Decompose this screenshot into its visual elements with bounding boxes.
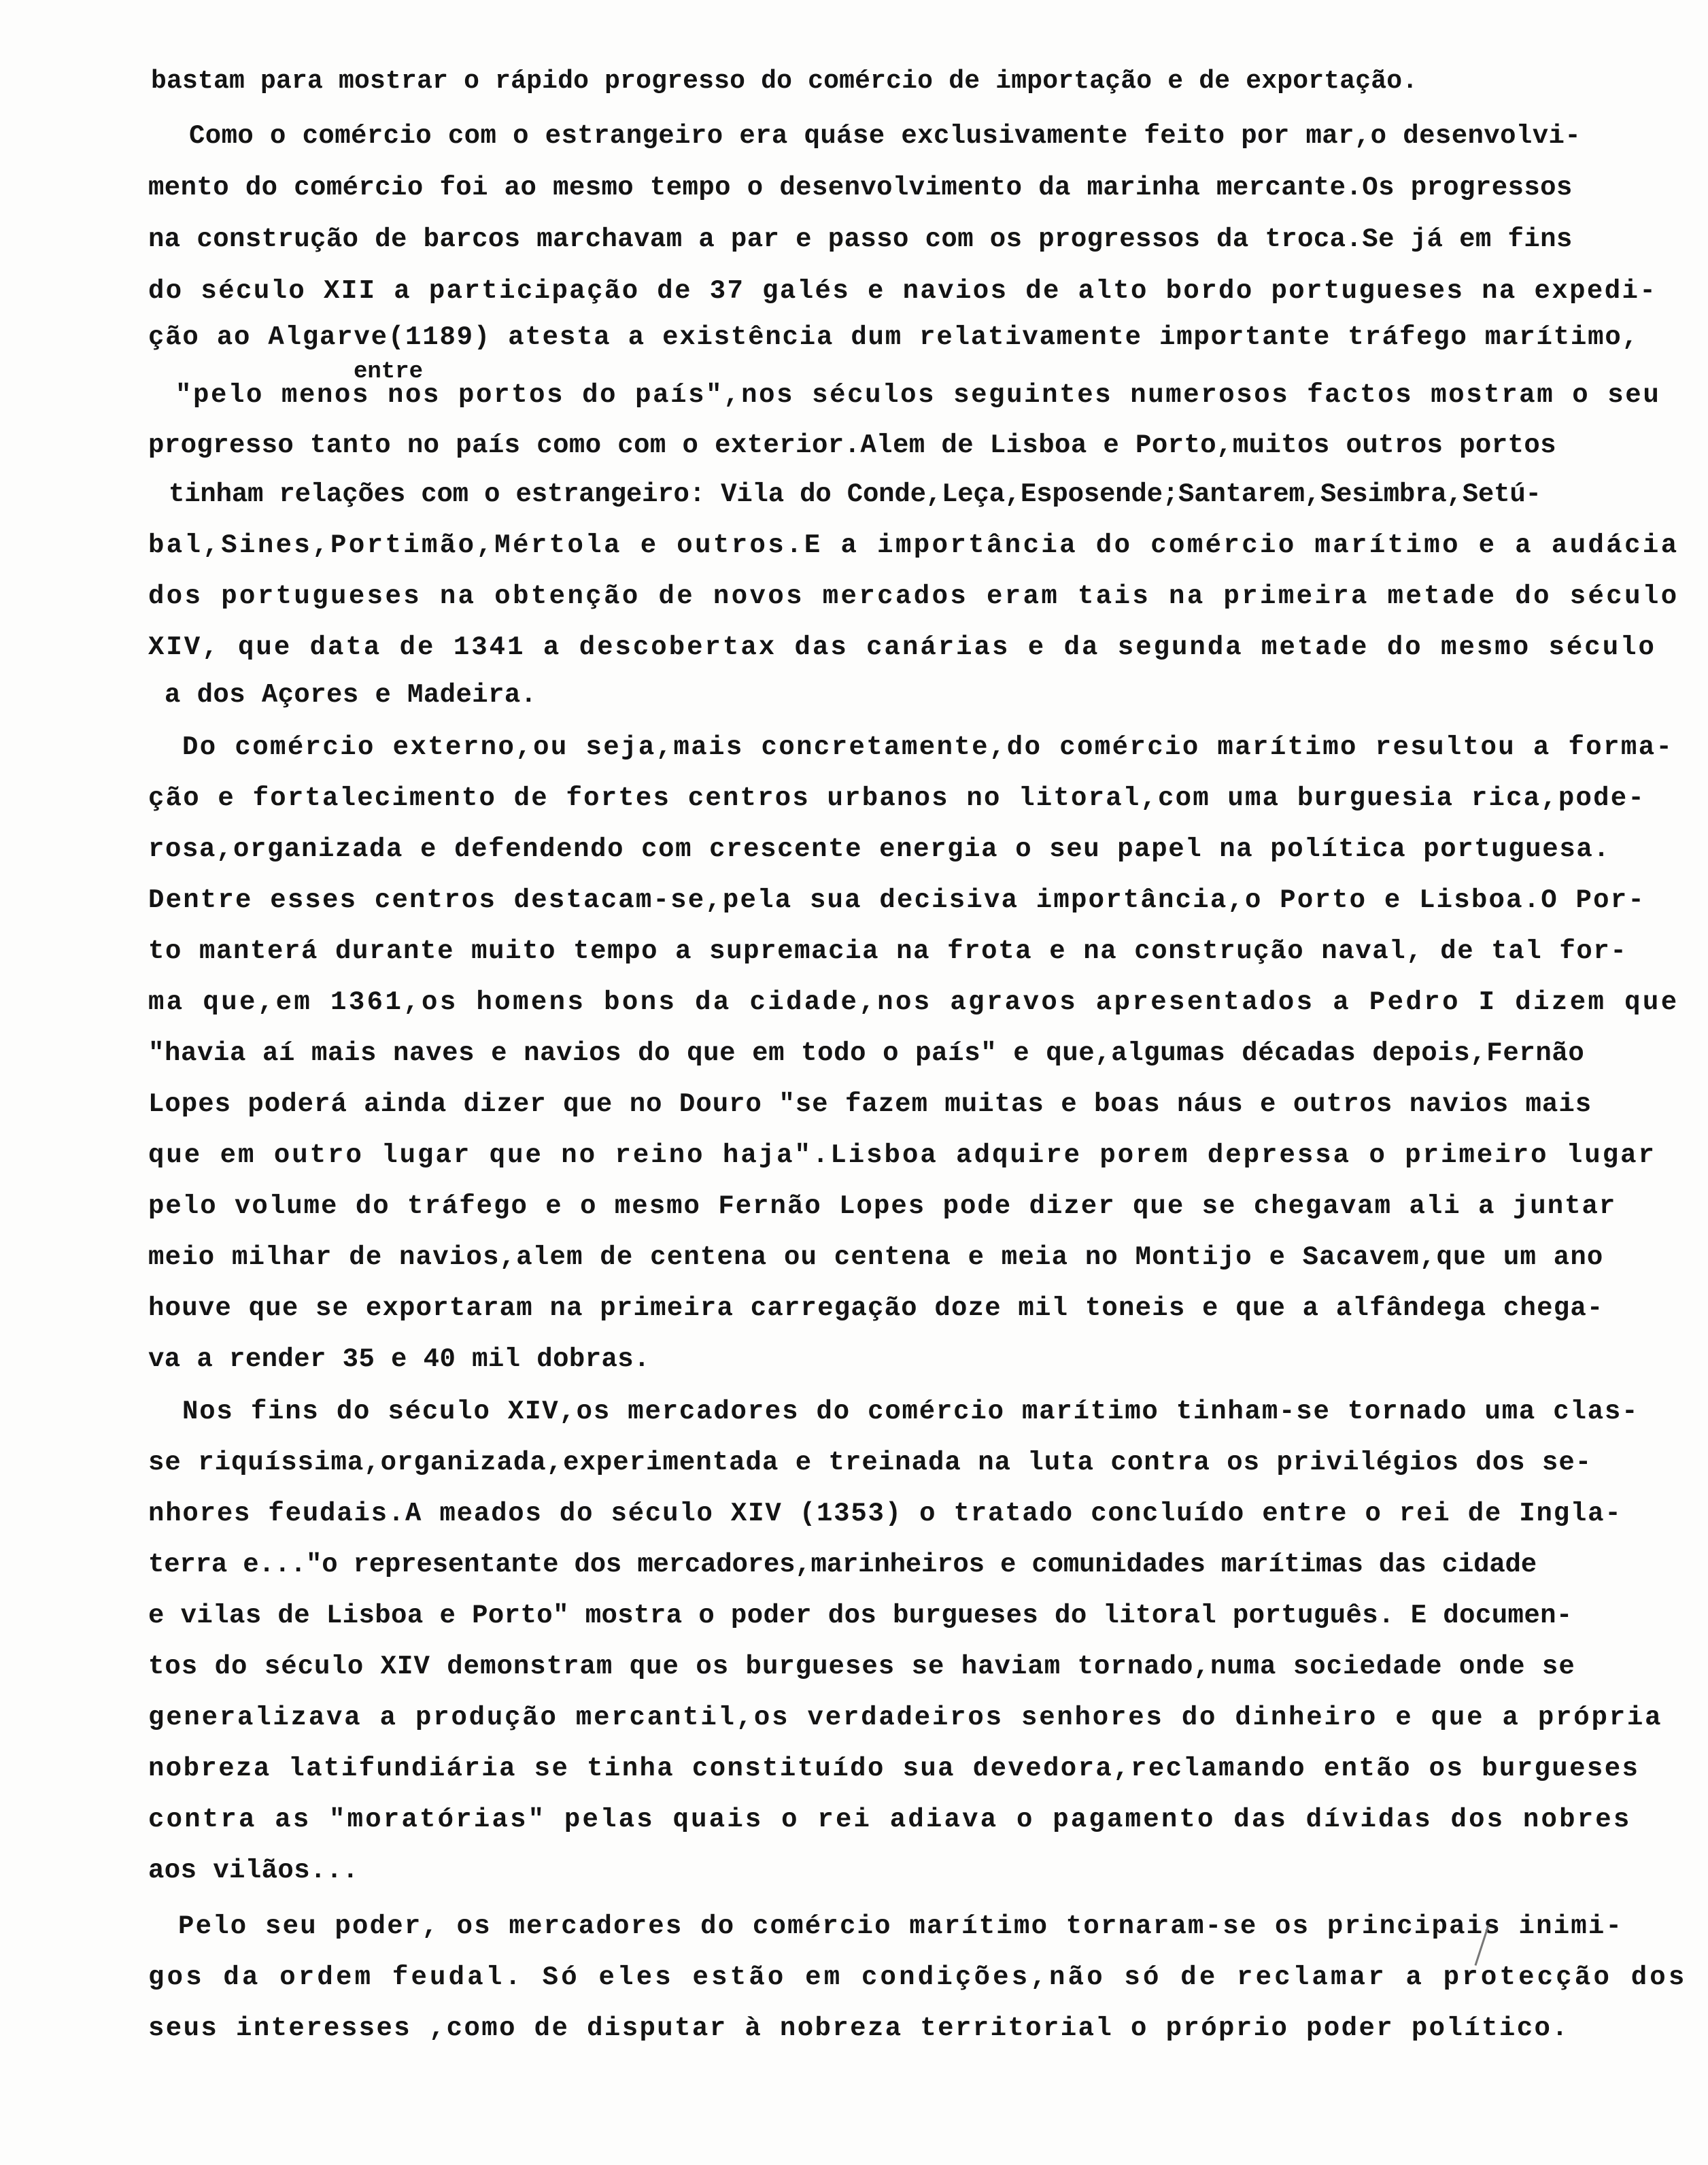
text-line: progresso tanto no país como com o exterior.Alem de Lisboa e Porto,muitos outros portos (148, 430, 1556, 460)
text-line: Dentre esses centros destacam-se,pela sua decisiva importância,o Porto e Lisboa.O Por- (148, 885, 1645, 915)
text-line: ção ao Algarve(1189) atesta a existência dum relativamente importante tráfego marítimo, (148, 322, 1639, 352)
text-line: Pelo seu poder, os mercadores do comércio marítimo tornaram-se os principais inimi- (178, 1911, 1624, 1941)
text-line: Lopes poderá ainda dizer que no Douro "se fazem muitas e boas náus e outros navios mais (148, 1089, 1592, 1119)
text-line: gos da ordem feudal. Só eles estão em condições,não só de reclamar a protecção dos (148, 1962, 1688, 1992)
text-line: tinham relações com o estrangeiro: Vila do Conde,Leça,Esposende;Santarem,Sesimbra,Setú- (169, 479, 1541, 509)
text-line: aos vilãos... (148, 1856, 359, 1886)
text-line: ção e fortalecimento de fortes centros urbanos no litoral,com uma burguesia rica,pode- (148, 783, 1645, 813)
text-line: meio milhar de navios,alem de centena ou centena e meia no Montijo e Sacavem,que um ano (148, 1242, 1604, 1272)
text-line: "pelo menos nos portos do país",nos séculos seguintes numerosos factos mostram o seu (175, 380, 1661, 410)
text-line: Nos fins do século XIV,os mercadores do comércio marítimo tinham-se tornado uma clas- (182, 1397, 1639, 1427)
text-line: bal,Sines,Portimão,Mértola e outros.E a importância do comércio marítimo e a audácia (148, 530, 1679, 560)
text-line: seus interesses ,como de disputar à nobreza territorial o próprio poder político. (148, 2013, 1570, 2043)
text-line: mento do comércio foi ao mesmo tempo o desenvolvimento da marinha mercante.Os progressos (148, 173, 1573, 203)
text-line: nhores feudais.A meados do século XIV (1353) o tratado concluído entre o rei de Ingla- (148, 1499, 1622, 1529)
interlinear-insertion: entre (354, 359, 424, 385)
text-line: to manterá durante muito tempo a supremacia na frota e na construção naval, de tal for- (148, 936, 1628, 966)
text-line: contra as "moratórias" pelas quais o rei adiava o pagamento das dívidas dos nobres (148, 1805, 1632, 1835)
text-line: na construção de barcos marchavam a par e passo com os progressos da troca.Se já em fins (148, 224, 1573, 254)
text-line: que em outro lugar que no reino haja".Lisboa adquire porem depressa o primeiro lugar (148, 1140, 1656, 1170)
text-line: dos portugueses na obtenção de novos mercados eram tais na primeira metade do século (148, 581, 1679, 611)
text-line: ma que,em 1361,os homens bons da cidade,nos agravos apresentados a Pedro I dizem que (148, 987, 1679, 1017)
text-line: bastam para mostrar o rápido progresso do comércio de importação e de exportação. (151, 67, 1418, 96)
text-line: pelo volume do tráfego e o mesmo Fernão Lopes pode dizer que se chegavam ali a juntar (148, 1191, 1617, 1221)
text-line: tos do século XIV demonstram que os burgueses se haviam tornado,numa sociedade onde se (148, 1652, 1575, 1682)
text-line: Do comércio externo,ou seja,mais concretamente,do comércio marítimo resultou a forma- (182, 732, 1674, 762)
text-line: va a render 35 e 40 mil dobras. (148, 1344, 650, 1374)
text-line: se riquíssima,organizada,experimentada e treinada na luta contra os privilégios dos se- (148, 1448, 1592, 1478)
text-line: a dos Açores e Madeira. (165, 680, 537, 710)
text-line: generalizava a produção mercantil,os verdadeiros senhores do dinheiro e que a própria (148, 1703, 1663, 1733)
text-line: "havia aí mais naves e navios do que em todo o país" e que,algumas décadas depois,Fernão (148, 1038, 1585, 1068)
text-line: e vilas de Lisboa e Porto" mostra o poder dos burgueses do litoral português. E documen- (148, 1601, 1573, 1631)
text-line: XIV, que data de 1341 a descobertax das canárias e da segunda metade do mesmo século (148, 632, 1656, 662)
text-line: do século XII a participação de 37 galés e navios de alto bordo portugueses na expedi- (148, 276, 1658, 306)
text-line: nobreza latifundiária se tinha constituído sua devedora,reclamando então os burgueses (148, 1754, 1640, 1784)
text-line: Como o comércio com o estrangeiro era quáse exclusivamente feito por mar,o desenvolvi- (189, 121, 1582, 151)
text-line: rosa,organizada e defendendo com crescente energia o seu papel na política portuguesa. (148, 834, 1611, 864)
text-line: houve que se exportaram na primeira carregação doze mil toneis e que a alfândega chega- (148, 1293, 1604, 1323)
text-line: terra e..."o representante dos mercadores,marinheiros e comunidades marítimas das cidade (148, 1550, 1537, 1580)
